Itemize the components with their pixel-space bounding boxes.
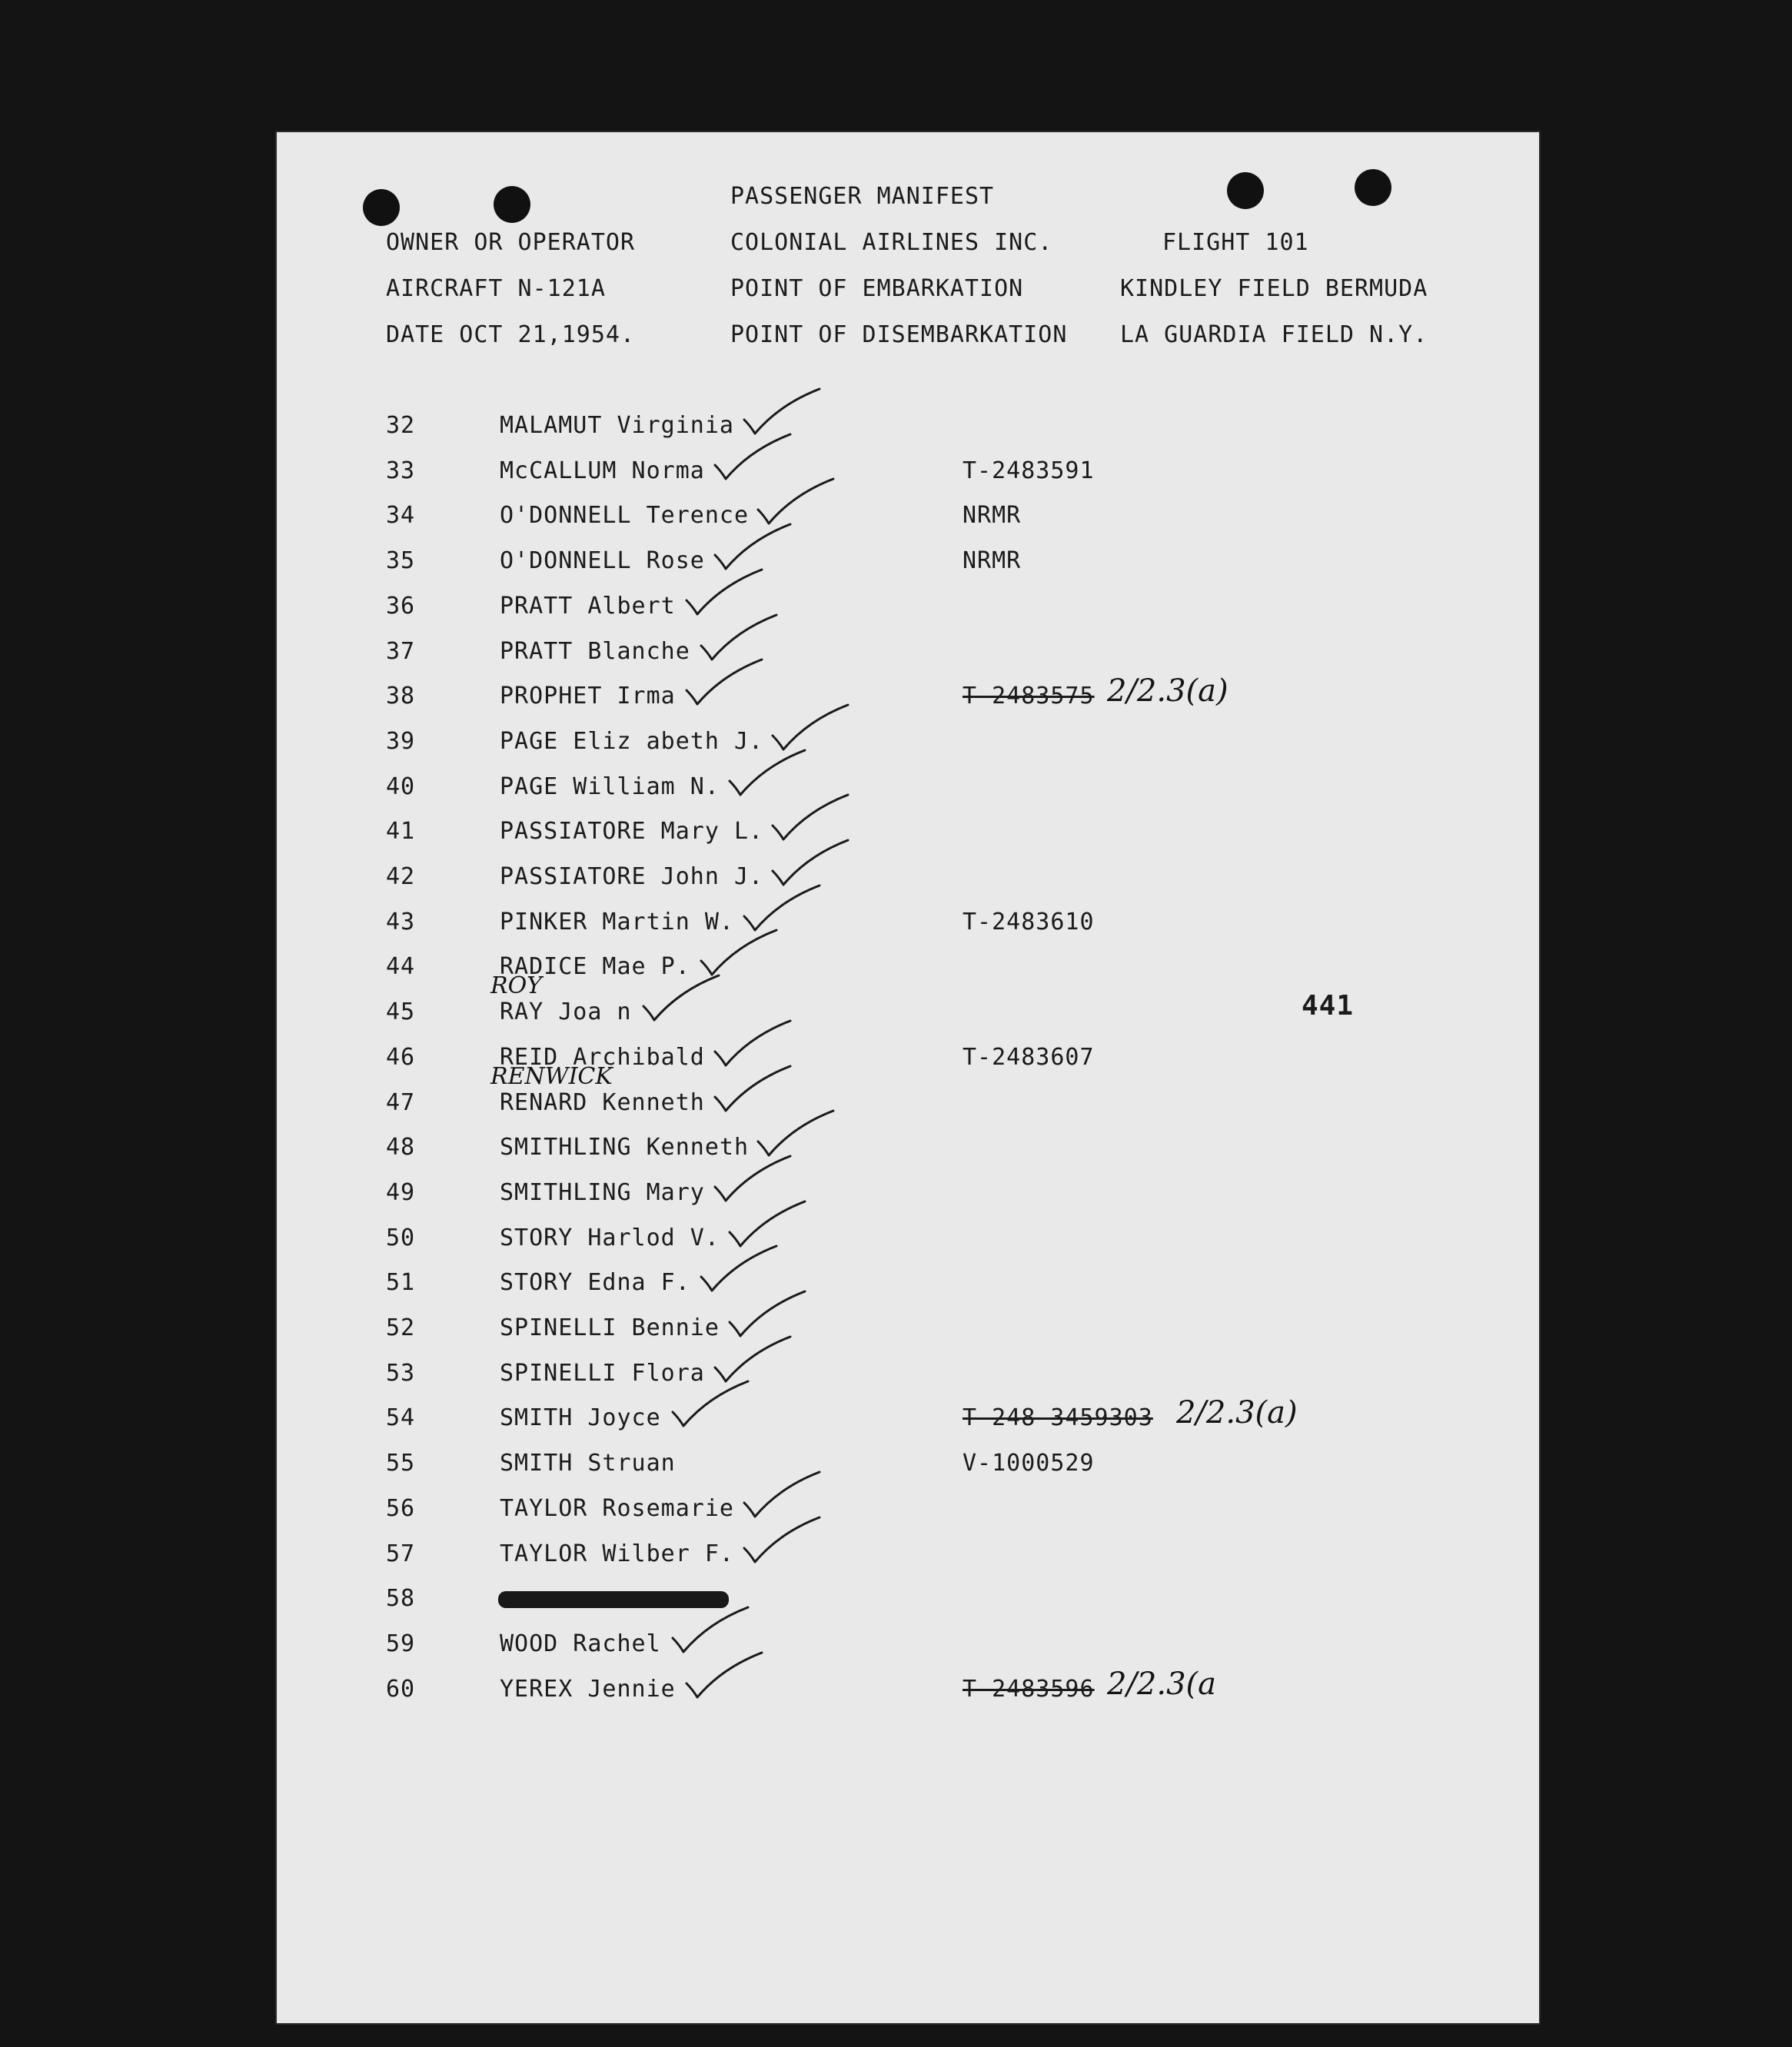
passenger-name: STORY Harlod V. — [500, 1224, 720, 1251]
row-number: 54 — [386, 1404, 416, 1432]
handwritten-correction: RENWICK — [490, 1062, 613, 1090]
travel-document-number: V-1000529 — [962, 1450, 1095, 1477]
disembarkation-value: LA GUARDIA FIELD N.Y. — [1120, 321, 1428, 348]
row-number: 59 — [386, 1630, 416, 1657]
check-mark-icon — [682, 656, 766, 710]
row-number: 36 — [386, 592, 416, 620]
travel-document-number: T-2483575 — [962, 683, 1095, 710]
owner-label: OWNER OR OPERATOR — [386, 229, 636, 256]
passenger-name: WOOD Rachel — [500, 1630, 661, 1657]
passenger-name: RENARD Kenneth — [500, 1088, 705, 1116]
embarkation-value: KINDLEY FIELD BERMUDA — [1120, 275, 1428, 302]
punch-hole — [1227, 172, 1264, 209]
row-number: 56 — [386, 1494, 416, 1522]
row-number: 37 — [386, 637, 416, 665]
row-number: 42 — [386, 863, 416, 890]
passenger-name: SPINELLI Bennie — [500, 1314, 720, 1341]
row-number: 57 — [386, 1540, 416, 1567]
page-number: 441 — [1302, 990, 1355, 1022]
passenger-name: RADICE Mae P. — [500, 953, 690, 981]
row-number: 38 — [386, 683, 416, 710]
check-mark-icon — [682, 1650, 766, 1703]
flight-date: DATE OCT 21,1954. — [386, 321, 636, 348]
punch-hole — [1355, 169, 1391, 206]
row-number: 40 — [386, 773, 416, 800]
row-number: 50 — [386, 1224, 416, 1251]
travel-document-number: T-2483610 — [962, 908, 1095, 935]
row-number: 48 — [386, 1134, 416, 1161]
passenger-name: TAYLOR Rosemarie — [500, 1494, 734, 1522]
passenger-name: SMITH Joyce — [500, 1404, 661, 1432]
passenger-name: O'DONNELL Rose — [500, 547, 705, 575]
row-number: 58 — [386, 1585, 416, 1613]
row-number: 44 — [386, 953, 416, 981]
check-mark-icon — [740, 1514, 824, 1568]
row-number: 60 — [386, 1675, 416, 1703]
handwritten-correction: ROY — [490, 972, 542, 1000]
disembarkation-label: POINT OF DISEMBARKATION — [730, 321, 1068, 348]
travel-document-number: NRMR — [962, 547, 1022, 575]
row-number: 45 — [386, 999, 416, 1026]
passenger-name: SMITH Struan — [500, 1450, 676, 1477]
row-number: 32 — [386, 412, 416, 439]
handwritten-note: 2/2.3(a) — [1176, 1395, 1298, 1431]
row-number: 39 — [386, 727, 416, 755]
passenger-name: PRATT Blanche — [500, 637, 690, 665]
manifest-page — [277, 132, 1539, 2023]
passenger-name: TAYLOR Wilber F. — [500, 1540, 734, 1567]
passenger-name: RAY Joa n — [500, 999, 632, 1026]
travel-document-number: T-2483607 — [962, 1043, 1095, 1071]
row-number: 52 — [386, 1314, 416, 1341]
embarkation-label: POINT OF EMBARKATION — [730, 275, 1024, 302]
travel-document-number: T-2483596 — [962, 1675, 1095, 1703]
travel-document-number: T-248 3459303 — [962, 1404, 1153, 1432]
passenger-name: PASSIATORE John J. — [500, 863, 764, 890]
row-number: 53 — [386, 1359, 416, 1387]
passenger-name: PAGE William N. — [500, 773, 720, 800]
check-mark-icon — [668, 1378, 753, 1432]
row-number: 55 — [386, 1450, 416, 1477]
passenger-name: YEREX Jennie — [500, 1675, 676, 1703]
row-number: 41 — [386, 818, 416, 846]
row-number: 34 — [386, 502, 416, 530]
row-number: 47 — [386, 1088, 416, 1116]
passenger-name: PRATT Albert — [500, 592, 676, 620]
handwritten-note: 2/2.3(a) — [1107, 673, 1228, 709]
owner-value: COLONIAL AIRLINES INC. — [730, 229, 1053, 256]
row-number: 51 — [386, 1269, 416, 1297]
passenger-name: MALAMUT Virginia — [500, 412, 734, 439]
aircraft-id: AIRCRAFT N-121A — [386, 275, 606, 302]
handwritten-note: 2/2.3(a — [1107, 1666, 1216, 1702]
row-number: 49 — [386, 1178, 416, 1206]
passenger-name: PASSIATORE Mary L. — [500, 818, 764, 846]
passenger-name: SPINELLI Flora — [500, 1359, 705, 1387]
passenger-name: O'DONNELL Terence — [500, 502, 750, 530]
row-number: 33 — [386, 457, 416, 484]
flight-number: FLIGHT 101 — [1162, 229, 1309, 256]
passenger-name: PROPHET Irma — [500, 683, 676, 710]
passenger-name: SMITHLING Mary — [500, 1178, 705, 1206]
passenger-name: SMITHLING Kenneth — [500, 1134, 750, 1161]
travel-document-number: T-2483591 — [962, 457, 1095, 484]
passenger-name: REID Archibald — [500, 1043, 705, 1071]
punch-hole — [494, 186, 530, 223]
passenger-name: STORY Edna F. — [500, 1269, 690, 1297]
passenger-name: PAGE Eliz abeth J. — [500, 727, 764, 755]
passenger-name: PINKER Martin W. — [500, 908, 734, 935]
row-number: 35 — [386, 547, 416, 575]
row-number: 43 — [386, 908, 416, 935]
row-number: 46 — [386, 1043, 416, 1071]
punch-hole — [363, 189, 400, 226]
travel-document-number: NRMR — [962, 502, 1022, 530]
manifest-title: PASSENGER MANIFEST — [730, 183, 995, 210]
passenger-name: McCALLUM Norma — [500, 457, 705, 484]
